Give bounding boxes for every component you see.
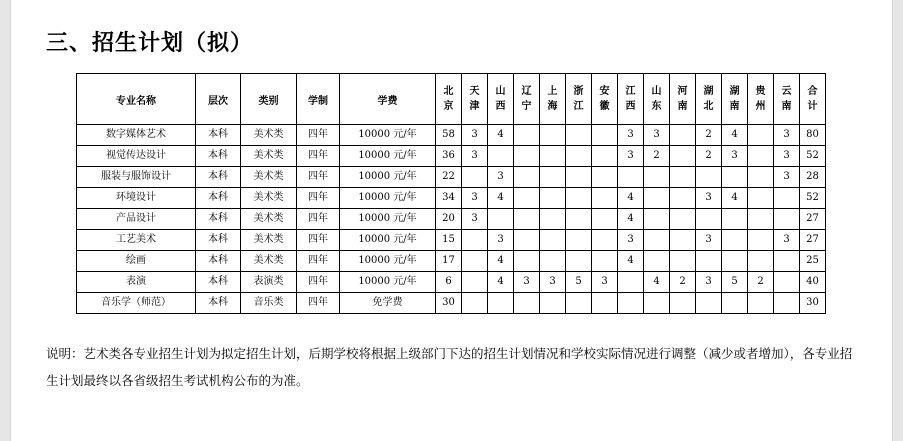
table-row	[77, 167, 826, 188]
cell-tuition: 10000 元/年	[340, 125, 436, 146]
cell-province-count	[540, 188, 566, 209]
cell-tuition: 免学费	[340, 293, 436, 314]
header-char: 湖	[703, 86, 714, 97]
header-char: 北	[703, 101, 714, 112]
header-province	[462, 74, 488, 125]
header-major: 专业名称	[77, 74, 196, 125]
cell-province-count	[462, 251, 488, 272]
cell-province-count: 3	[722, 146, 748, 167]
cell-province-count: 3	[618, 230, 644, 251]
cell-province-count: 3	[774, 167, 800, 188]
cell-province-count: 34	[436, 188, 462, 209]
cell-province-count: 5	[722, 272, 748, 293]
header-total	[800, 74, 826, 125]
cell-province-count	[540, 125, 566, 146]
cell-province-count: 3	[644, 125, 670, 146]
cell-major: 绘画	[77, 251, 196, 272]
header-province	[722, 74, 748, 125]
cell-province-count: 2	[748, 272, 774, 293]
cell-province-count	[540, 251, 566, 272]
table-row	[77, 293, 826, 314]
header-char: 南	[729, 101, 740, 112]
cell-province-count	[748, 251, 774, 272]
cell-province-count: 30	[436, 293, 462, 314]
cell-province-count	[670, 293, 696, 314]
cell-province-count	[592, 188, 618, 209]
header-char: 西	[495, 101, 506, 112]
cell-province-count: 4	[618, 251, 644, 272]
header-province	[644, 74, 670, 125]
cell-province-count	[514, 209, 540, 230]
cell-province-count: 2	[670, 272, 696, 293]
cell-category: 美术类	[241, 125, 297, 146]
cell-tuition: 10000 元/年	[340, 209, 436, 230]
cell-province-count	[774, 188, 800, 209]
cell-province-count: 4	[722, 188, 748, 209]
cell-province-count	[774, 272, 800, 293]
cell-province-count	[696, 293, 722, 314]
header-province	[488, 74, 514, 125]
cell-province-count	[696, 251, 722, 272]
cell-province-count	[644, 167, 670, 188]
cell-province-count: 2	[696, 125, 722, 146]
cell-province-count: 3	[462, 188, 488, 209]
cell-level: 本科	[196, 209, 241, 230]
cell-level: 本科	[196, 272, 241, 293]
cell-province-count: 4	[618, 209, 644, 230]
cell-major: 工艺美术	[77, 230, 196, 251]
cell-province-count	[488, 209, 514, 230]
header-char: 西	[625, 101, 636, 112]
cell-province-count	[722, 230, 748, 251]
header-char: 江	[625, 86, 636, 97]
cell-tuition: 10000 元/年	[340, 230, 436, 251]
cell-province-count	[670, 230, 696, 251]
header-char: 上	[547, 86, 558, 97]
cell-province-count	[670, 251, 696, 272]
cell-province-count	[748, 167, 774, 188]
cell-province-count: 3	[774, 146, 800, 167]
table-row	[77, 251, 826, 272]
cell-province-count	[592, 293, 618, 314]
cell-province-count	[644, 188, 670, 209]
cell-province-count	[696, 209, 722, 230]
header-char: 山	[651, 86, 662, 97]
cell-province-count	[774, 209, 800, 230]
header-char: 天	[469, 86, 480, 97]
header-char: 京	[443, 101, 454, 112]
cell-province-count	[566, 293, 592, 314]
cell-province-count	[488, 293, 514, 314]
table-row	[77, 146, 826, 167]
cell-province-count	[644, 293, 670, 314]
cell-province-count: 3	[488, 230, 514, 251]
cell-province-count: 22	[436, 167, 462, 188]
cell-duration: 四年	[297, 125, 340, 146]
cell-category: 美术类	[241, 188, 297, 209]
cell-province-count: 3	[696, 230, 722, 251]
cell-province-count	[748, 209, 774, 230]
cell-province-count: 3	[488, 167, 514, 188]
header-char: 津	[469, 101, 480, 112]
header-char: 东	[651, 101, 662, 112]
cell-province-count	[670, 188, 696, 209]
header-province	[592, 74, 618, 125]
cell-province-count: 3	[696, 188, 722, 209]
cell-total: 40	[800, 272, 826, 293]
cell-category: 美术类	[241, 230, 297, 251]
cell-province-count: 3	[774, 125, 800, 146]
cell-province-count	[644, 209, 670, 230]
cell-province-count: 4	[488, 188, 514, 209]
cell-category: 表演类	[241, 272, 297, 293]
cell-province-count: 4	[488, 272, 514, 293]
cell-province-count	[592, 251, 618, 272]
cell-province-count	[540, 293, 566, 314]
cell-province-count	[670, 209, 696, 230]
cell-province-count: 3	[774, 230, 800, 251]
page-left-edge	[0, 0, 11, 441]
cell-category: 美术类	[241, 167, 297, 188]
header-char: 浙	[573, 86, 584, 97]
header-char: 山	[495, 86, 506, 97]
cell-province-count	[540, 230, 566, 251]
cell-province-count: 15	[436, 230, 462, 251]
cell-province-count: 4	[644, 272, 670, 293]
header-province	[566, 74, 592, 125]
cell-tuition: 10000 元/年	[340, 146, 436, 167]
cell-duration: 四年	[297, 251, 340, 272]
cell-province-count: 3	[618, 125, 644, 146]
cell-duration: 四年	[297, 209, 340, 230]
header-province	[774, 74, 800, 125]
cell-province-count: 3	[592, 272, 618, 293]
cell-total: 28	[800, 167, 826, 188]
cell-level: 本科	[196, 230, 241, 251]
cell-province-count	[774, 293, 800, 314]
cell-tuition: 10000 元/年	[340, 272, 436, 293]
cell-major: 音乐学（师范）	[77, 293, 196, 314]
cell-category: 美术类	[241, 146, 297, 167]
cell-province-count	[722, 293, 748, 314]
cell-total: 27	[800, 230, 826, 251]
cell-province-count: 20	[436, 209, 462, 230]
table-row	[77, 209, 826, 230]
cell-province-count	[592, 146, 618, 167]
header-char: 湖	[729, 86, 740, 97]
cell-province-count	[644, 230, 670, 251]
page-right-edge	[892, 0, 903, 441]
cell-total: 52	[800, 188, 826, 209]
cell-province-count	[514, 125, 540, 146]
cell-province-count	[462, 293, 488, 314]
table-row	[77, 125, 826, 146]
explanation-note: 说明：艺术类各专业招生计划为拟定招生计划，后期学校将根据上级部门下达的招生计划情况和学校实际情况进行调整（减少或者增加），各专业招生计划最终以各省级招生考试机构公布的为准。	[46, 346, 853, 388]
table-body	[77, 125, 826, 314]
cell-province-count	[514, 293, 540, 314]
cell-province-count	[618, 272, 644, 293]
cell-province-count	[774, 251, 800, 272]
header-char: 合	[807, 86, 818, 97]
cell-province-count: 3	[540, 272, 566, 293]
cell-major: 视觉传达设计	[77, 146, 196, 167]
cell-total: 30	[800, 293, 826, 314]
cell-province-count	[644, 251, 670, 272]
cell-province-count	[748, 125, 774, 146]
cell-province-count: 3	[462, 209, 488, 230]
cell-total: 27	[800, 209, 826, 230]
cell-duration: 四年	[297, 146, 340, 167]
cell-duration: 四年	[297, 188, 340, 209]
cell-province-count	[748, 293, 774, 314]
cell-tuition: 10000 元/年	[340, 251, 436, 272]
cell-province-count: 58	[436, 125, 462, 146]
cell-total: 80	[800, 125, 826, 146]
cell-province-count	[514, 188, 540, 209]
header-province	[514, 74, 540, 125]
header-tuition: 学费	[340, 74, 436, 125]
cell-category: 音乐类	[241, 293, 297, 314]
cell-province-count: 3	[462, 146, 488, 167]
cell-major: 服装与服饰设计	[77, 167, 196, 188]
cell-province-count	[722, 167, 748, 188]
cell-province-count	[566, 230, 592, 251]
cell-duration: 四年	[297, 230, 340, 251]
cell-province-count: 3	[514, 272, 540, 293]
cell-province-count	[566, 209, 592, 230]
cell-province-count	[514, 251, 540, 272]
cell-province-count	[514, 167, 540, 188]
enrollment-plan-table	[76, 73, 826, 314]
header-char: 南	[677, 101, 688, 112]
cell-province-count: 4	[488, 251, 514, 272]
cell-province-count	[722, 209, 748, 230]
cell-province-count	[592, 209, 618, 230]
cell-total: 25	[800, 251, 826, 272]
cell-province-count: 17	[436, 251, 462, 272]
header-province	[670, 74, 696, 125]
header-char: 南	[781, 101, 792, 112]
table-row	[77, 188, 826, 209]
header-char: 计	[807, 101, 818, 112]
cell-province-count: 6	[436, 272, 462, 293]
cell-level: 本科	[196, 146, 241, 167]
cell-level: 本科	[196, 251, 241, 272]
cell-province-count	[462, 230, 488, 251]
cell-province-count: 4	[618, 188, 644, 209]
cell-province-count: 36	[436, 146, 462, 167]
cell-province-count	[566, 146, 592, 167]
cell-province-count: 3	[618, 146, 644, 167]
cell-province-count	[566, 167, 592, 188]
table-row	[77, 272, 826, 293]
header-char: 州	[755, 101, 766, 112]
cell-duration: 四年	[297, 272, 340, 293]
cell-province-count	[592, 167, 618, 188]
cell-duration: 四年	[297, 167, 340, 188]
cell-province-count	[592, 125, 618, 146]
cell-level: 本科	[196, 293, 241, 314]
header-char: 徽	[599, 101, 610, 112]
cell-tuition: 10000 元/年	[340, 167, 436, 188]
cell-province-count	[540, 146, 566, 167]
header-province	[618, 74, 644, 125]
cell-province-count	[618, 167, 644, 188]
cell-level: 本科	[196, 167, 241, 188]
table-header-row	[77, 74, 826, 125]
cell-province-count	[748, 188, 774, 209]
cell-province-count	[618, 293, 644, 314]
cell-province-count: 3	[696, 272, 722, 293]
cell-total: 52	[800, 146, 826, 167]
cell-major: 环境设计	[77, 188, 196, 209]
cell-level: 本科	[196, 125, 241, 146]
cell-duration: 四年	[297, 293, 340, 314]
cell-province-count: 4	[488, 125, 514, 146]
cell-province-count: 2	[644, 146, 670, 167]
cell-province-count	[566, 125, 592, 146]
cell-province-count	[514, 146, 540, 167]
cell-province-count	[540, 209, 566, 230]
cell-province-count: 2	[696, 146, 722, 167]
table-row	[77, 230, 826, 251]
cell-province-count	[488, 146, 514, 167]
cell-province-count	[566, 251, 592, 272]
header-province	[696, 74, 722, 125]
cell-province-count: 3	[462, 125, 488, 146]
cell-province-count	[748, 230, 774, 251]
cell-province-count	[462, 167, 488, 188]
header-province	[436, 74, 462, 125]
cell-province-count	[722, 251, 748, 272]
cell-province-count	[670, 167, 696, 188]
cell-province-count	[670, 146, 696, 167]
header-char: 辽	[521, 86, 532, 97]
header-province	[540, 74, 566, 125]
cell-category: 美术类	[241, 251, 297, 272]
header-char: 贵	[755, 86, 766, 97]
cell-province-count	[540, 167, 566, 188]
header-char: 云	[781, 86, 792, 97]
header-category: 类别	[241, 74, 297, 125]
cell-province-count: 4	[722, 125, 748, 146]
header-char: 江	[573, 101, 584, 112]
cell-province-count: 5	[566, 272, 592, 293]
header-province	[748, 74, 774, 125]
cell-major: 表演	[77, 272, 196, 293]
cell-major: 产品设计	[77, 209, 196, 230]
cell-level: 本科	[196, 188, 241, 209]
cell-tuition: 10000 元/年	[340, 188, 436, 209]
cell-province-count	[670, 125, 696, 146]
header-char: 宁	[521, 101, 532, 112]
header-char: 河	[677, 86, 688, 97]
header-char: 海	[547, 101, 558, 112]
cell-category: 美术类	[241, 209, 297, 230]
cell-province-count	[462, 272, 488, 293]
cell-province-count	[514, 230, 540, 251]
header-char: 北	[443, 86, 454, 97]
header-char: 安	[599, 86, 610, 97]
cell-province-count	[748, 146, 774, 167]
cell-major: 数字媒体艺术	[77, 125, 196, 146]
cell-province-count	[592, 230, 618, 251]
header-level: 层次	[196, 74, 241, 125]
header-duration: 学制	[297, 74, 340, 125]
cell-province-count	[566, 188, 592, 209]
cell-province-count	[696, 167, 722, 188]
page-title: 三、招生计划（拟）	[46, 31, 254, 56]
